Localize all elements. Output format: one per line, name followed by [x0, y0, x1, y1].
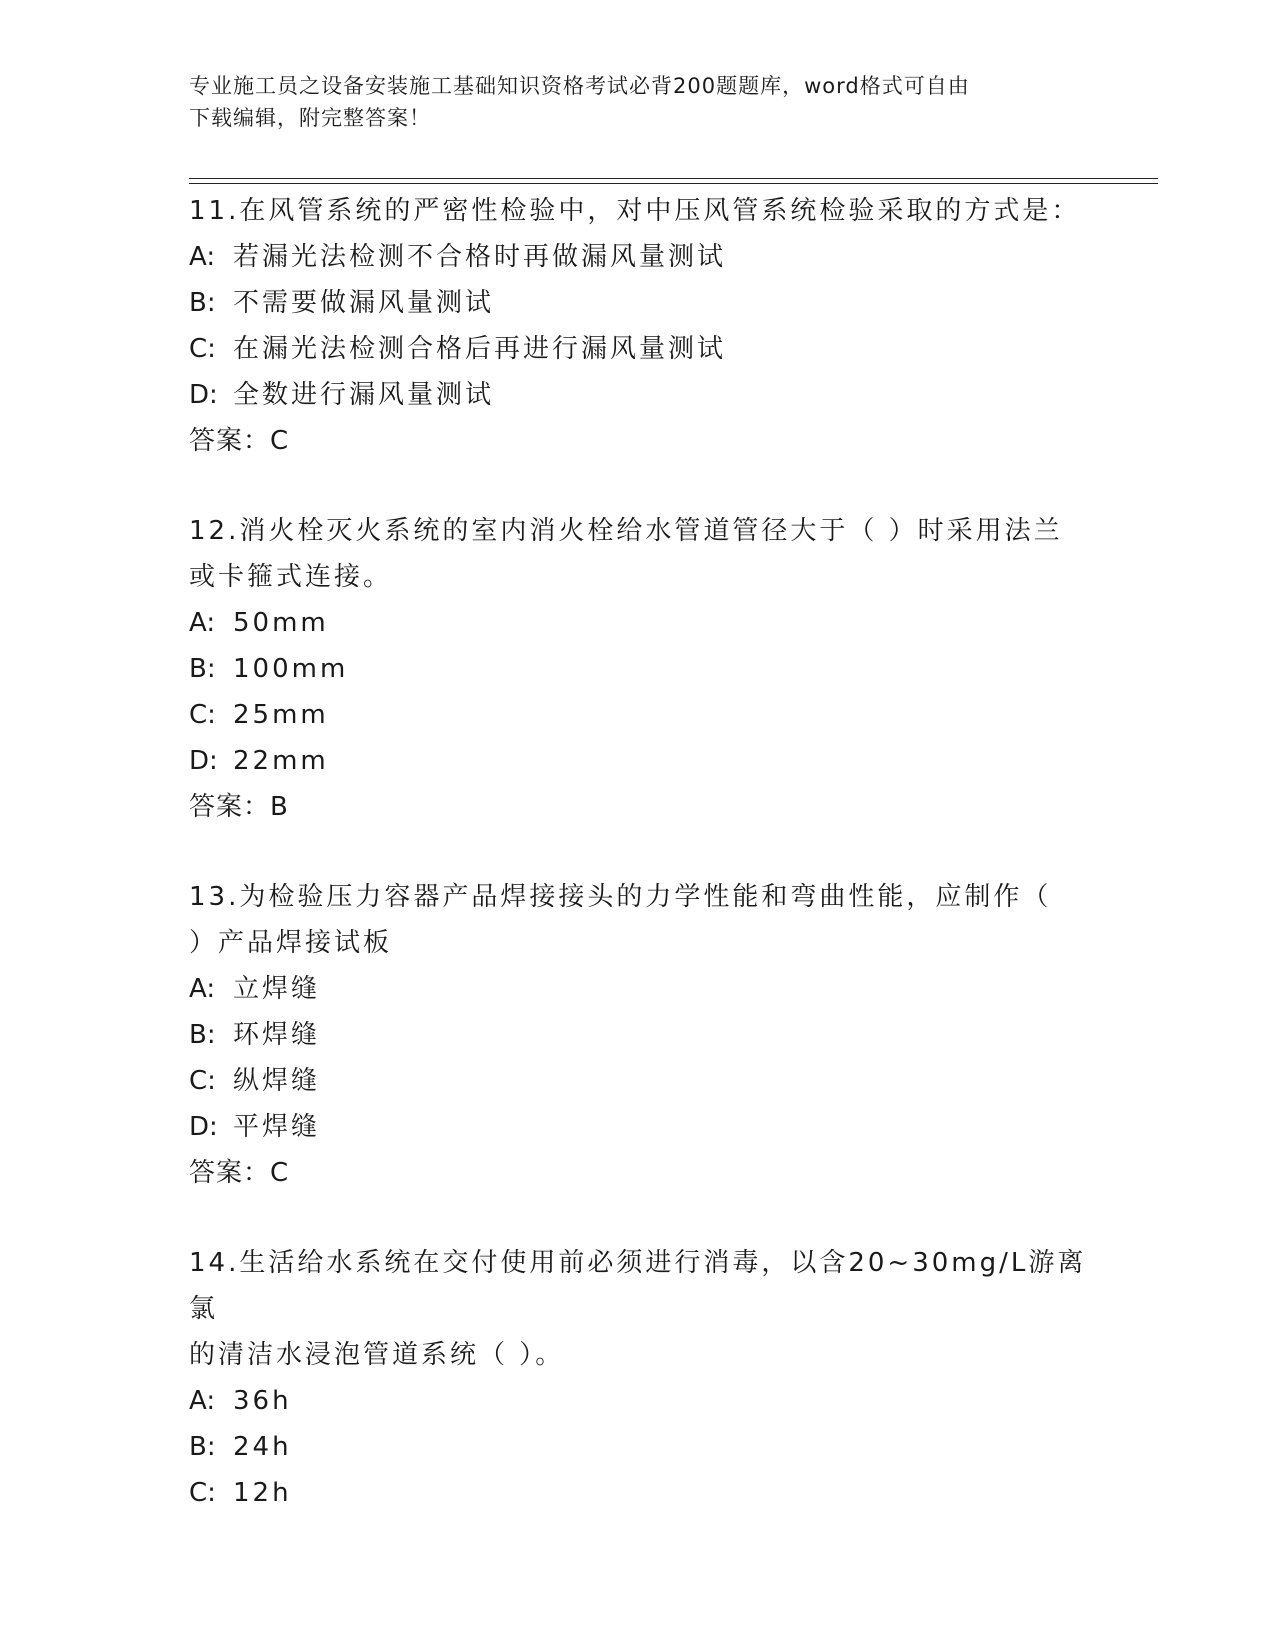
option-letter: B:	[189, 1432, 216, 1462]
option-letter: D:	[189, 380, 218, 410]
header-divider-top	[189, 178, 1158, 179]
question-11	[189, 188, 1089, 464]
option-letter: D:	[189, 1112, 218, 1142]
question-text-line-2: 的清洁水浸泡管道系统（ ）。	[189, 1340, 565, 1370]
option-letter: C:	[189, 1478, 216, 1508]
option-a	[189, 234, 1089, 280]
option-text: 若漏光法检测不合格时再做漏风量测试	[233, 242, 727, 272]
option-text: 纵焊缝	[233, 1066, 321, 1096]
question-text-line-1: 13.为检验压力容器产品焊接接头的力学性能和弯曲性能，应制作（	[189, 882, 1052, 912]
question-13	[189, 874, 1089, 1196]
question-text: 11.在风管系统的严密性检验中，对中压风管系统检验采取的方式是：	[189, 196, 1081, 226]
option-letter: B:	[189, 1020, 216, 1050]
option-letter: A:	[189, 1386, 216, 1416]
option-c	[189, 1058, 1089, 1104]
option-text: 36h	[233, 1386, 292, 1416]
option-d	[189, 738, 1089, 784]
option-text: 24h	[233, 1432, 292, 1462]
option-letter: D:	[189, 746, 218, 776]
question-text-line-1: 14.生活给水系统在交付使用前必须进行消毒，以含20~30mg/L游离氯	[189, 1248, 1087, 1324]
option-text: 不需要做漏风量测试	[233, 288, 495, 318]
option-b	[189, 646, 1089, 692]
option-a	[189, 1378, 1089, 1424]
answer: 答案：C	[189, 426, 290, 456]
option-text: 环焊缝	[233, 1020, 321, 1050]
option-text: 平焊缝	[233, 1112, 321, 1142]
answer: 答案：B	[189, 792, 289, 822]
question-text-line-1: 12.消火栓灭火系统的室内消火栓给水管道管径大于（ ）时采用法兰	[189, 516, 1063, 546]
option-letter: B:	[189, 654, 216, 684]
question-12	[189, 508, 1089, 830]
answer: 答案：C	[189, 1158, 290, 1188]
option-d	[189, 372, 1089, 418]
option-letter: A:	[189, 974, 216, 1004]
header-line-2: 下载编辑，附完整答案！	[189, 106, 431, 130]
option-b	[189, 1424, 1089, 1470]
option-b	[189, 1012, 1089, 1058]
option-a	[189, 966, 1089, 1012]
option-letter: C:	[189, 334, 216, 364]
option-letter: A:	[189, 242, 216, 272]
option-b	[189, 280, 1089, 326]
question-text-line-2: 或卡箍式连接。	[189, 562, 393, 592]
option-c	[189, 692, 1089, 738]
option-a	[189, 600, 1089, 646]
header-divider-bottom	[189, 183, 1158, 184]
option-text: 12h	[233, 1478, 292, 1508]
question-text-line-2: ）产品焊接试板	[189, 928, 393, 958]
option-text: 立焊缝	[233, 974, 321, 1004]
option-letter: C:	[189, 1066, 216, 1096]
option-letter: C:	[189, 700, 216, 730]
option-text: 50mm	[233, 608, 329, 638]
option-text: 22mm	[233, 746, 329, 776]
option-text: 100mm	[233, 654, 349, 684]
header-line-1: 专业施工员之设备安装施工基础知识资格考试必背200题题库，word格式可自由	[189, 74, 970, 98]
option-text: 在漏光法检测合格后再进行漏风量测试	[233, 334, 727, 364]
option-text: 全数进行漏风量测试	[233, 380, 495, 410]
option-c	[189, 1470, 1089, 1516]
option-letter: B:	[189, 288, 216, 318]
document-header	[189, 70, 1079, 134]
option-c	[189, 326, 1089, 372]
question-14	[189, 1240, 1089, 1516]
option-text: 25mm	[233, 700, 329, 730]
option-d	[189, 1104, 1089, 1150]
option-letter: A:	[189, 608, 216, 638]
